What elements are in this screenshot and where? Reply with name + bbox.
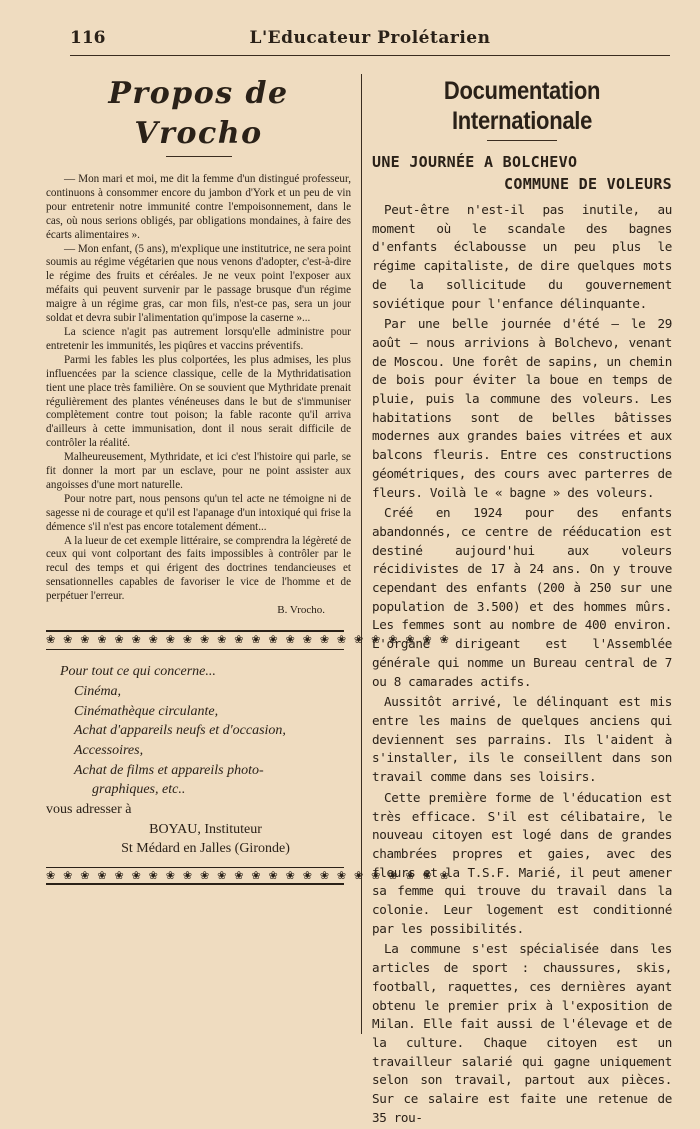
advert-item: Achat d'appareils neufs et d'occasion,	[74, 723, 286, 739]
advert-name: BOYAU, Instituteur	[149, 821, 262, 837]
advert-top-border	[46, 630, 452, 650]
paragraph: Malheureusement, Mythridate, et ici c'est l'histoire qui parle, se fit donner la mort par un esclave, pour ne point assister aux angoisses d'une mort naturelle.	[46, 451, 351, 491]
advert-address-intro: vous adresser à	[46, 802, 132, 818]
section-heading-vrocho: Propos de Vrocho	[108, 76, 289, 151]
paragraph: Cette première forme de l'éducation est très efficace. S'il est célibataire, le nouveau citoyen est logé dans de grandes chambrées propres et gaies, avec des fleurs et la T.S.F. Marié, il peut amener sa femme qui trouve du travail dans la colonie. Leur logement est conditionné par les possibilités.	[372, 789, 672, 936]
advert-box	[46, 662, 351, 859]
journal-title: L'Educateur Prolétarien	[249, 28, 491, 48]
article-title-line: COMMUNE DE VOLEURS	[504, 175, 672, 193]
article-title-line: UNE JOURNÉE A BOLCHEVO	[372, 153, 578, 171]
right-column	[372, 72, 672, 1129]
advert-item: Accessoires,	[74, 742, 144, 758]
paragraph: La science n'agit pas autrement lorsqu'elle administre pour entretenir les immunités, les piqûres et vaccins préventifs.	[46, 325, 351, 352]
ornament-row: ❀ ❀ ❀ ❀ ❀ ❀ ❀ ❀ ❀ ❀ ❀ ❀ ❀ ❀ ❀ ❀ ❀ ❀ ❀ ❀ ❀ ❀ ❀ ❀	[46, 869, 452, 883]
advert-item: graphiques, etc..	[92, 782, 186, 798]
column-rule	[361, 74, 362, 1034]
paragraph: Aussitôt arrivé, le délinquant est mis entre les mains de quelques anciens qui deviennent ses parrains. Ils l'aident à s'installer, ils le conseillent dans son travail comme dans ses loisirs.	[372, 694, 672, 785]
advert-intro: Pour tout ce qui concerne...	[60, 664, 216, 680]
paragraph: La commune s'est spécialisée dans les articles de sport : chaussures, skis, football, raquettes, ces dernières ayant obtenu le premier prix à l'exposition de Milan. Elle fait aussi de l'élevage et de la culture. Chaque citoyen est un travailleur salarié qui gagne uniquement selon son travail, partout aux pièces. Sur ce salaire est faite une retenue de 35 rou-	[372, 941, 672, 1125]
advert-item: Cinémathèque circulante,	[74, 703, 219, 719]
paragraph: Créé en 1924 pour des enfants abandonnés, ce centre de rééducation est destiné aujourd'hui aux voleurs récidivistes de 17 à 24 ans. On y trouve cependant des enfants (200 à 250 sur une population de 3.500) et des hommes mûrs. Les femmes sont au nombre de 400 environ. L'organe dirigeant est l'Assemblée générale qui nomme un Bureau central de 7 ou 8 camarades actifs.	[372, 505, 672, 689]
vrocho-article	[46, 173, 351, 616]
paragraph: Peut-être n'est-il pas inutile, au moment où le scandale des bagnes d'enfants éclabousse un peu plus le régime capitaliste, de dire quelques mots de la sollicitude du gouvernement soviétique pour l'enfance délinquante.	[372, 202, 672, 311]
paragraph: — Mon enfant, (5 ans), m'explique une institutrice, ne sera point soumis au régime végétarien que nous venons d'adopter, c'est-à-dire le régime des fruits et céréales. Je ne veux point l'exposer aux méfaits qui peuvent survenir par le passage brusque d'un régime maigre à un régime gras, car mon fils, n'est-ce pas, sera un jour soldat et devra subir l'alimentation qu'impose la caserne »...	[46, 242, 351, 325]
page-number: 116	[70, 28, 106, 48]
paragraph: Parmi les fables les plus colportées, les plus admises, les plus influencées par la science classique, celle de la Mythridatisation tient une place très familière. On se souvient que Mythridate prenait régulièrement des plantes vénéneuses dans le but de s'immuniser complètement contre tout poison; la fable raconte qu'il arriva d'ailleurs à cette immunisation, dont il nous serait difficile de contrôler la réalité.	[46, 353, 351, 450]
paragraph: — Mon mari et moi, me dit la femme d'un distingué professeur, continuons à consommer encore du jambon d'York et un peu de vin pour entretenir notre immunité contre l'empoisonnement, dans le cas, où nous serions obligés, par obligations mondaines, à faire des écarts alimentaires ».	[46, 173, 351, 241]
advert-item: Cinéma,	[74, 683, 122, 699]
bolchevo-article	[372, 201, 672, 1127]
advert-address: St Médard en Jalles (Gironde)	[121, 841, 290, 857]
heading-rule	[166, 156, 232, 157]
advert-bottom-border	[46, 867, 452, 885]
signature: B. Vrocho.	[277, 604, 325, 617]
advert-item: Achat de films et appareils photo-	[74, 762, 264, 778]
left-column	[46, 66, 452, 885]
ornament-row: ❀ ❀ ❀ ❀ ❀ ❀ ❀ ❀ ❀ ❀ ❀ ❀ ❀ ❀ ❀ ❀ ❀ ❀ ❀ ❀ ❀ ❀ ❀ ❀	[46, 633, 452, 647]
header-rule	[70, 55, 670, 56]
section-heading-documentation: Documentation Internationale	[443, 76, 601, 135]
article-title	[372, 151, 672, 195]
heading-rule	[487, 140, 557, 141]
running-head	[70, 28, 670, 52]
paragraph: A la lueur de cet exemple littéraire, se comprendra la légèreté de ceux qui vont colportant des faits impossibles à contrôler par le recul des temps et qui érigent des doctrines tendancieuses et sensationnelles capables de favoriser le vice de l'homme et de perpétuer l'erreur.	[46, 534, 351, 603]
paragraph: Pour notre part, nous pensons qu'un tel acte ne témoigne ni de sagesse ni de courage et qu'il est l'apanage d'un intoxiqué qui frise la démence s'il n'est pas encore totalement dément...	[46, 492, 351, 533]
paragraph: Par une belle journée d'été — le 29 août — nous arrivions à Bolchevo, venant de Moscou. Une forêt de sapins, un chemin de bois pour éviter la boue en temps de pluie, puis la commune des voleurs. Les habitations sont de belles bâtisses modernes aux grandes baies vitrées et aux balcons fleuris. Entre ces constructions géométriques, des cours avec parterres de fleurs. Voilà le « bagne » des voleurs.	[372, 316, 672, 500]
